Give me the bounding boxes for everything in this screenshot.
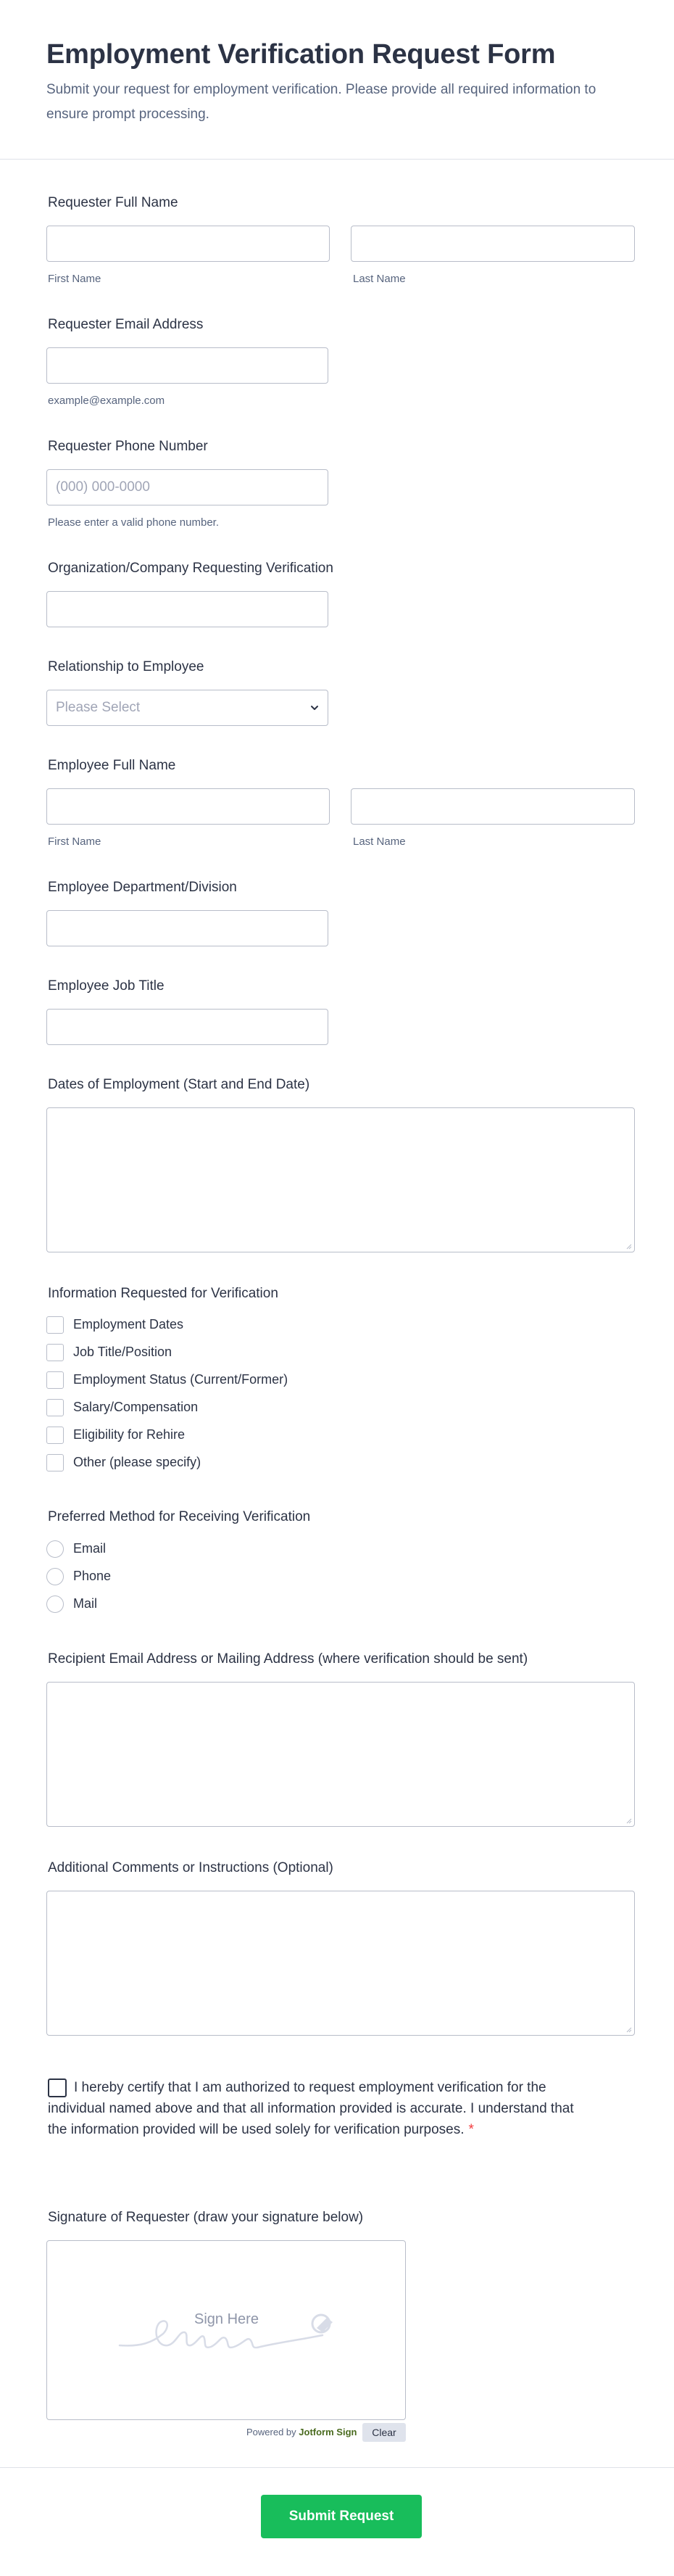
requester-email-input[interactable] bbox=[46, 347, 328, 384]
option-label: Eligibility for Rehire bbox=[73, 1427, 186, 1442]
clear-signature-button[interactable]: Clear bbox=[362, 2423, 406, 2442]
info-requested-label: Information Requested for Verification bbox=[48, 1286, 278, 1301]
relationship-label: Relationship to Employee bbox=[48, 659, 204, 674]
option-label: Email bbox=[73, 1541, 107, 1556]
recipient-textarea[interactable] bbox=[46, 1682, 635, 1827]
requester-phone-sublabel: Please enter a valid phone number. bbox=[48, 516, 219, 529]
recipient-label: Recipient Email Address or Mailing Address (where verification should be sent) bbox=[48, 1651, 528, 1667]
employee-name-label: Employee Full Name bbox=[48, 758, 176, 773]
resize-handle-icon[interactable] bbox=[625, 1817, 632, 1824]
footer-divider bbox=[0, 2467, 674, 2468]
radio-button[interactable] bbox=[46, 1568, 64, 1585]
resize-handle-icon[interactable] bbox=[625, 2026, 632, 2033]
organization-input[interactable] bbox=[46, 591, 328, 627]
comments-label: Additional Comments or Instructions (Optional) bbox=[48, 1860, 333, 1875]
certification-label: I hereby certify that I am authorized to request employment verification for the individual named above and that all information provided is accurate. I understand that the information provided will be used solely for verification purposes. bbox=[48, 2080, 574, 2137]
radio-button[interactable] bbox=[46, 1540, 64, 1558]
department-label: Employee Department/Division bbox=[48, 880, 237, 895]
chevron-down-icon bbox=[310, 703, 319, 712]
requester-email-sublabel: example@example.com bbox=[48, 395, 165, 407]
relationship-select[interactable] bbox=[46, 690, 328, 726]
option-label: Employment Status (Current/Former) bbox=[73, 1372, 288, 1387]
dates-textarea[interactable] bbox=[46, 1107, 635, 1252]
signature-hint: Sign Here bbox=[194, 2311, 259, 2327]
job-title-input[interactable] bbox=[46, 1009, 328, 1045]
employee-last-name-sublabel: Last Name bbox=[353, 835, 406, 848]
option-label: Job Title/Position bbox=[73, 1345, 172, 1359]
organization-label: Organization/Company Requesting Verification bbox=[48, 561, 333, 576]
checkbox[interactable] bbox=[46, 1344, 64, 1361]
requester-name-label: Requester Full Name bbox=[48, 195, 178, 210]
comments-textarea[interactable] bbox=[46, 1891, 635, 2036]
method-label: Preferred Method for Receiving Verification bbox=[48, 1509, 311, 1524]
employee-last-name-input[interactable] bbox=[351, 788, 635, 825]
signature-pad[interactable] bbox=[46, 2240, 406, 2420]
requester-first-name-input[interactable] bbox=[46, 226, 330, 262]
submit-button[interactable]: Submit Request bbox=[261, 2495, 422, 2538]
requester-first-name-sublabel: First Name bbox=[48, 273, 101, 285]
powered-by-label: Powered by bbox=[246, 2427, 296, 2437]
resize-handle-icon[interactable] bbox=[625, 1242, 632, 1250]
signature-scribble-icon bbox=[47, 2241, 407, 2421]
checkbox[interactable] bbox=[46, 1454, 64, 1471]
signature-label: Signature of Requester (draw your signature below) bbox=[48, 2210, 364, 2225]
requester-phone-label: Requester Phone Number bbox=[48, 439, 208, 454]
powered-by-text bbox=[246, 2427, 357, 2437]
requester-email-label: Requester Email Address bbox=[48, 317, 204, 332]
option-label: Employment Dates bbox=[73, 1317, 184, 1332]
job-title-label: Employee Job Title bbox=[48, 978, 165, 994]
jotform-sign-link[interactable]: Jotform Sign bbox=[299, 2427, 357, 2437]
form-header bbox=[0, 0, 674, 160]
checkbox[interactable] bbox=[46, 1399, 64, 1416]
relationship-placeholder: Please Select bbox=[56, 700, 141, 715]
requester-phone-input[interactable] bbox=[46, 469, 328, 505]
department-input[interactable] bbox=[46, 910, 328, 946]
checkbox[interactable] bbox=[46, 1371, 64, 1389]
checkbox[interactable] bbox=[46, 1316, 64, 1334]
option-label: Phone bbox=[73, 1569, 112, 1583]
employee-first-name-sublabel: First Name bbox=[48, 835, 101, 848]
requester-last-name-sublabel: Last Name bbox=[353, 273, 406, 285]
requester-phone-placeholder: (000) 000-0000 bbox=[56, 479, 150, 495]
employee-first-name-input[interactable] bbox=[46, 788, 330, 825]
dates-label: Dates of Employment (Start and End Date) bbox=[48, 1077, 310, 1092]
certification-text bbox=[48, 2077, 584, 2140]
required-asterisk: * bbox=[468, 2122, 474, 2137]
form-title: Employment Verification Request Form bbox=[46, 39, 556, 70]
option-label: Salary/Compensation bbox=[73, 1400, 199, 1414]
checkbox[interactable] bbox=[46, 1427, 64, 1444]
option-label: Other (please specify) bbox=[73, 1455, 201, 1469]
option-label: Mail bbox=[73, 1596, 98, 1611]
certification-checkbox[interactable] bbox=[48, 2078, 67, 2097]
form-subtitle: Submit your request for employment verification. Please provide all required information to ensure prompt processing. bbox=[46, 82, 596, 122]
requester-last-name-input[interactable] bbox=[351, 226, 635, 262]
radio-button[interactable] bbox=[46, 1595, 64, 1613]
